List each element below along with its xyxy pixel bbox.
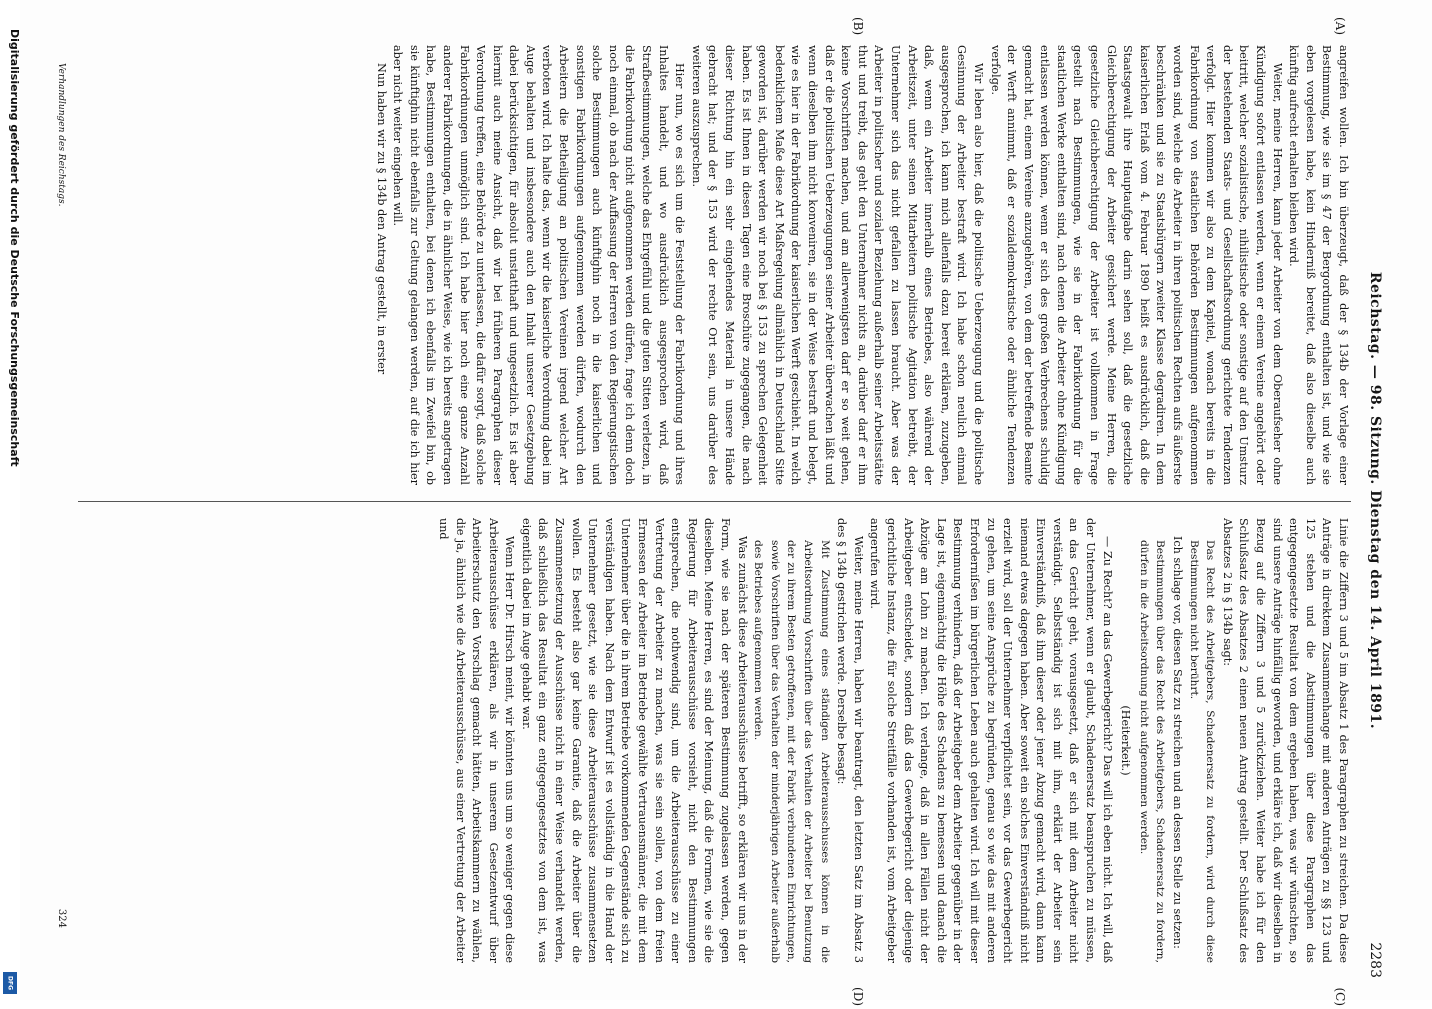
paragraph: angreifen wollen. Ich bin überzeugt, daß der § 134b der Vorlage einer Bestimmung, wie sie im § 47 der Bergordnung enthalten ist, und wie sie eben vorgelesen habe, kein Hinderniß bereitet, daß also dieselbe auch künftig aufrecht erhalten bleiben wird. bbox=[1287, 44, 1350, 485]
page-number: 2283 bbox=[1367, 941, 1383, 978]
margin-marker-a: (A) bbox=[1333, 16, 1347, 35]
margin-marker-b: (B) bbox=[851, 16, 865, 35]
paragraph: Hier nun, wo es sich um die Feststellung der Fabrikordnung und ihres Inhaltes handelt, und wo ausdrücklich ausgesprochen wird, daß Strafbestimmungen, welche das Ehrgefühl und die guten Sitten verletzen, in die Fabrikordnung nicht aufgenommen werden dürfen, frage ich denn doch noch einmal, ob nach der Auffassung der Herren von den Regierungstischen solche Bestimmungen auch künftighin noch in die kaiserlichen und sonstigen Fabrikordnungen aufgenommen werden dürfen, wodurch den Arbeitern die Betheiligung an politischen Vereinen irgend welcher Art verboten wird. Ich halte das, wenn wir die kaiserliche Verordnung dabei im Auge behalten und insbesondere auch den Inhalt unserer Gesetzgebung dabei berücksichtigen, für absolut unstatthaft und ungesetzlich. Es ist aber hiermit auch meine Ansicht, daß wir bei früheren Paragraphen dieser Verordnung treffen, eine Behörde zu unterlassen, die dafür sorgt, daß solche Fabrikordnungen unmöglich sind. Ich habe hier noch eine ganze Anzahl anderer Fabrikordnungen, die in ähnlicher Weise, wie ich bereits angetragen habe, Bestimmungen enthalten, bei denen ich ebenfalls im Zweifel bin, ob sie künftighin nicht ebenfalls zur Geltung gelangen werden, auf die ich hier aber nicht weiter eingehen will. bbox=[391, 44, 687, 485]
paragraph: Weiter, meine Herren, kann jeder Arbeiter von dem Oberaufseher ohne Kündigung sofort entlassen werden, wenn er einem Vereine angehört oder beitritt, welcher sozialistische, nihilistische oder sonstige auf den Umsturz der bestehenden Staats- und Gesellschaftsordnung gerichtete Tendenzen verfolgt. Hier kommen wir also zu dem Kapitel, wonach bereits in die Fabrikordnung von staatlichen Behörden Bestimmungen aufgenommen worden sind, welche die Arbeiter in ihren politischen Rechten aufs äußerste beschränken und sie zu Staatsbürgern zweiter Klasse degradiren. In dem kaiserlichen Erlaß vom 4. Februar 1890 heißt es ausdrücklich, daß die Staatsgewalt ihre Hauptaufgabe darin sehen soll, daß die gesetzliche Gleichberechtigung der Arbeiter gesichert werde. Meine Herren, die gesetzliche Gleichberechtigung der Arbeiter ist vollkommen in Frage gestellt nach Bestimmungen, wie sie in der Fabrikordnung für die staatlichen Werke enthalten sind, nach denen die Arbeiter ohne Kündigung entlassen werden können, wenn er sich des großen Verbrechens schuldig gemacht hat, einem Vereine anzugehören, von dem der betreffende Beamte der Werft annimmt, daß er sozialdemokratische oder ähnliche Tendenzen verfolge. bbox=[988, 44, 1284, 485]
dfg-logo-text: DFG bbox=[6, 975, 14, 990]
running-title: Reichstag. — 98. Sitzung. Dienstag den 14. April 1891. bbox=[1367, 271, 1383, 729]
interjection: (Heiterkeit.) bbox=[1119, 704, 1133, 776]
text-column-right bbox=[78, 518, 1351, 963]
margin-marker-c: (C) bbox=[1333, 986, 1347, 1006]
quoted-text: Bestimmungen über das Recht des Arbeitgebers, Schadenersatz zu fordern, dürfen in die Arbeitsordnung nicht aufgenommen werden. bbox=[1137, 539, 1167, 963]
dfg-logo bbox=[3, 972, 17, 994]
quoted-text: Mit Zustimmung eines ständigen Arbeiterausschusses können in die Arbeitsordnung Vorschriften über das Verhalten der Arbeiter bei Benutzung der zu ihrem Besten getroffenen, mit der Fabrik verbundenen Einrichtungen, sowie Vorschriften über das Verhalten der minderjährigen Arbeiter außerhalb des Betriebes aufgenommen werden. bbox=[752, 539, 831, 963]
paragraph: Weiter, meine Herren, haben wir beantragt, den letzten Satz im Absatz 3 des § 134b gestrichen werde. Derselbe besagt: bbox=[835, 517, 865, 963]
rotated-page-body bbox=[50, 13, 1385, 1006]
page-header bbox=[1359, 13, 1385, 988]
paragraph: Nun haben wir zu § 134b den Antrag gestellt, in erster bbox=[374, 62, 388, 374]
paragraph: Was zunächst diese Arbeiterausschüsse betrifft, so erklären wir uns in der Form, wie sie nach der späteren Bestimmung zugelassen werden, gegen dieselben. Meine Herren, es sind der Meinung, daß die Formen, wie sie die Regierung für Arbeiterausschüsse vorsieht, nicht den Bestimmungen entsprechen, die nothwendig sind, um die Arbeiterausschüsse zu einer Vertretung der Arbeiter zu machen, was sie sein sollen, von dem freien Ermessen der Arbeiter im Betriebe gewählte Vertrauensmänner, die mit dem Unternehmer über die in ihrem Betriebe vorkommenden Gegenstände sich zu verständigen haben. Nach dem Entwurf ist es vollständig in die Hand der Unternehmer gesetzt, wie sie diese Arbeiterausschüsse zusammensetzen wollen. Es besteht also gar keine Garantie, daß die Arbeiter über die Zusammensetzung der Ausschüsse nicht in einer Weise verhandelt werden, daß schließlich das Resultat ein ganz entgegengesetztes von dem ist, was eigentlich dabei im Auge gehabt war. bbox=[519, 517, 749, 963]
paragraph: Linie die Ziffern 3 und 5 im Absatz 1 des Paragraphen zu streichen. Da diese Anträge in direktem Zusammenhange mit anderen Anträgen zu §§ 123 und 125 stehen und die Abstimmungen über diese Paragraphen das entgegengesetzte Resultat von dem ergeben haben, was wir wünschten, so sind unsere Anträge hinfällig geworden, und erkläre ich, daß wir dieselben in Bezug auf die Ziffern 3 und 5 zurückziehen. Weiter habe ich für den Schlußsatz des Absatzes 2 einen neuen Antrag gestellt. Der Schlußsatz des Absatzes 2 in § 134b sagt: bbox=[1220, 517, 1350, 963]
paragraph: Wenn Herr Dr. Hirsch meint, wir könnten uns um so weniger gegen diese Arbeiterausschüsse erklären, als wir in unserem Gesetzentwurf über Arbeiterschutz den Vorschlag gemacht hätten, Arbeitskammern zu wählen, die ja, ähnlich wie die Arbeiterausschüsse, aus einer Vertretung der Arbeiter und bbox=[436, 517, 517, 963]
text-column-left bbox=[78, 45, 1351, 485]
column-divider bbox=[78, 501, 1351, 502]
paragraph: — Zu Recht? an das Gewerbegericht? Das will ich eben nicht. Ich will, daß der Unternehmer, wenn er glaubt, Schadenersatz beanspruchen zu müssen, an das Gericht geht, vorausgesetzt, daß er sich mit dem Arbeiter nicht verständigt. Selbstständig ist sich mit ihm, erklärt der Arbeiter sein Einverständniß, daß ihm dieser oder jener Abzug gemacht wird, dann kann niemand etwas dagegen haben. Aber soweit ein solches Einverständniß nicht erzielt wird, soll der Unternehmer verpflichtet sein, vor das Gewerbegericht zu gehen, um seine Ansprüche zu begründen, genau so wie das mit anderen Erforderniſsen im bürgerlichen Leben auch gehalten wird. Ich will mit dieser Bestimmung verhindern, daß der Arbeitgeber dem Arbeiter gegenüber in der Lage ist, eigenmächtig die Höhe des Schadens zu bemessen und danach die Abzüge am Lohn zu machen. Ich verlange, daß in allen Fällen nicht der Arbeitgeber entscheidet, sondern daß das Gewerbegericht oder diejenige gerichtliche Instanz, die für solche Streitfälle vorhanden ist, vom Arbeitgeber angerufen wird. bbox=[868, 517, 1114, 963]
digitization-credit: Digitalisierung gefördert durch die Deutsche Forschungsgemeinschaft bbox=[8, 29, 21, 467]
digitization-sidebar bbox=[0, 0, 20, 1000]
footer-source: Verhandlungen des Reichstags. bbox=[56, 62, 66, 206]
margin-marker-d: (D) bbox=[851, 986, 865, 1006]
paragraph: Ich schlage vor, diesen Satz zu streichen und an dessen Stelle zu setzen: bbox=[1171, 535, 1185, 949]
paragraph: Wir leben also hier, daß die politische Ueberzeugung und die politische Gesinnung der Arbeiter bestraft wird. Ich habe schon neulich einmal ausgesprochen, ich kann mich allenfalls dazu bereit erklären, zuzugeben, daß, wenn ein Arbeiter innerhalb eines Betriebes, also während der Arbeitszeit, unter seinen Mitarbeitern politische Agitation betreibt, der Unternehmer sich das nicht gefallen zu lassen braucht. Aber was der Arbeiter in politischer und sozialer Beziehung außerhalb seiner Arbeitsstätte thut und treibt, das geht den Unternehmer nichts an, darüber darf er ihm keine Vorschriften machen, und am allerwenigsten darf er so weit gehen, daß er die politischen Ueberzeugungen seiner Arbeiter überwachen läßt und wenn dieselben ihm nicht konveniren, sie in der Weise bestraft und belegt, wie es hier in der Fabrikordnung der kaiserlichen Werft geschieht. In welch bedenklichem Maße diese Art Maßregelung allmählich in Deutschland Sitte geworden ist, darüber werden wir noch bei § 153 zu sprechen Gelegenheit haben. Es ist Ihnen in diesen Tagen eine Broschüre zugegangen, die nach dieser Richtung hin ein sehr eingehendes Material in unsere Hände gebracht hat; und der § 153 wird der rechte Ort sein, uns darüber des weiteren auszusprechen. bbox=[689, 44, 985, 485]
quoted-text: Das Recht des Arbeitgebers, Schadenersatz zu fordern, wird durch diese Bestimmungen nicht berührt. bbox=[1187, 539, 1217, 963]
footer-signature: 324 bbox=[56, 908, 67, 928]
